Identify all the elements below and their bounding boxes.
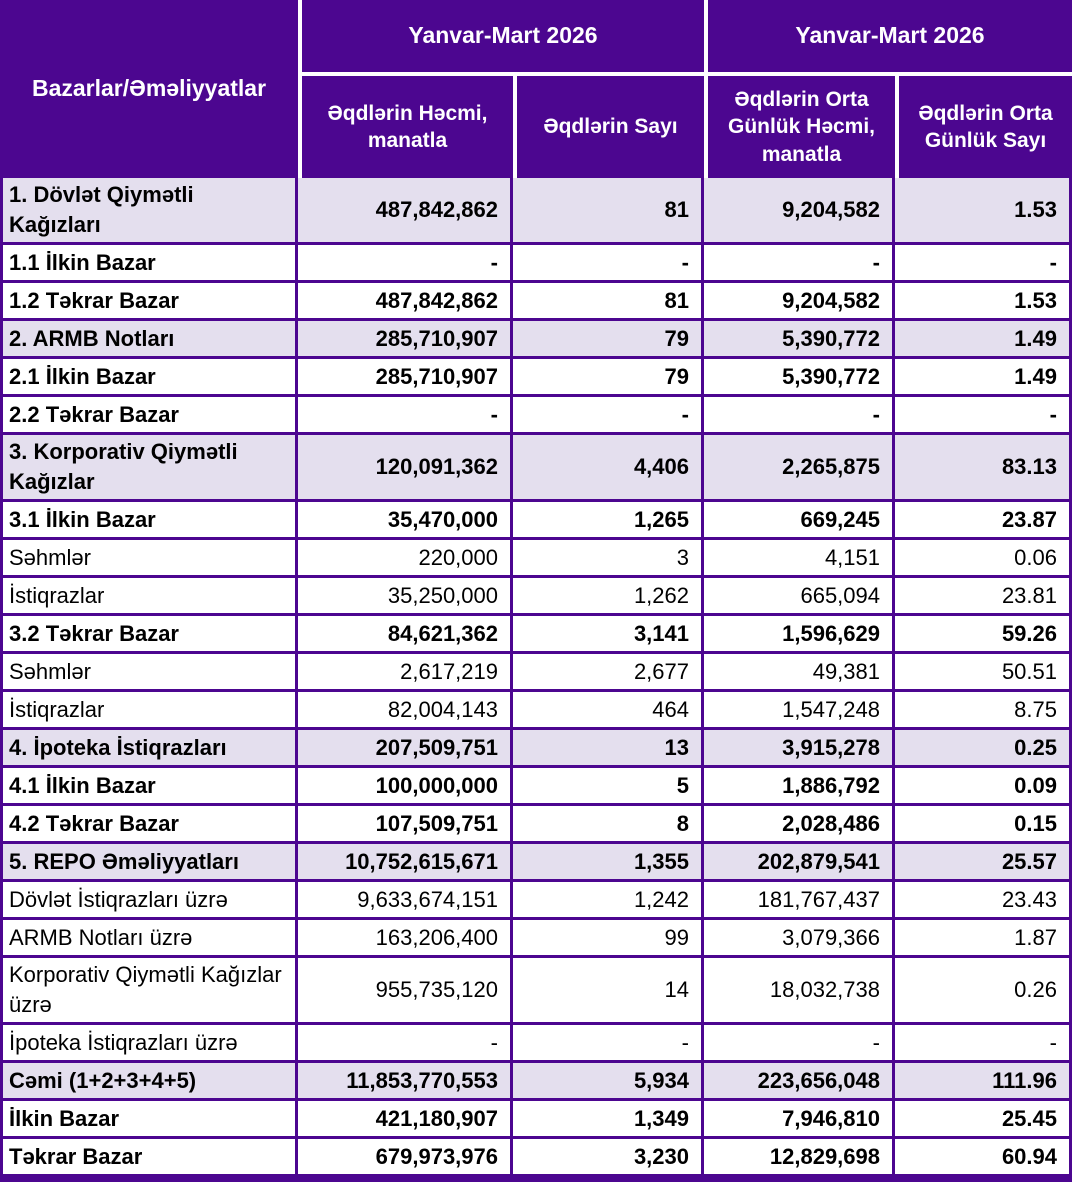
value-cell: - [298, 245, 513, 283]
value-cell: 25.57 [895, 844, 1072, 882]
column-header-avg-daily-volume: Əqdlərin Orta Günlük Həcmi, manatla [704, 72, 895, 178]
value-cell: 23.81 [895, 578, 1072, 616]
value-cell: 12,829,698 [704, 1139, 895, 1177]
column-header-volume: Əqdlərin Həcmi, manatla [298, 72, 513, 178]
value-cell: 487,842,862 [298, 178, 513, 245]
table-row [0, 435, 1072, 502]
value-cell: - [895, 397, 1072, 435]
row-label: 3.2 Təkrar Bazar [0, 616, 298, 654]
table-row [0, 178, 1072, 245]
table-row [0, 692, 1072, 730]
value-cell: 8 [513, 806, 704, 844]
value-cell: 35,470,000 [298, 502, 513, 540]
value-cell: 9,204,582 [704, 178, 895, 245]
value-cell: 79 [513, 359, 704, 397]
value-cell: 9,633,674,151 [298, 882, 513, 920]
row-label: 2. ARMB Notları [0, 321, 298, 359]
value-cell: 81 [513, 178, 704, 245]
value-cell: - [704, 245, 895, 283]
row-label: Korporativ Qiymətli Kağızlar üzrə [0, 958, 298, 1025]
table-row [0, 654, 1072, 692]
value-cell: 99 [513, 920, 704, 958]
value-cell: 0.09 [895, 768, 1072, 806]
value-cell: 3,079,366 [704, 920, 895, 958]
value-cell: 163,206,400 [298, 920, 513, 958]
value-cell: - [298, 1025, 513, 1063]
value-cell: 2,617,219 [298, 654, 513, 692]
value-cell: 18,032,738 [704, 958, 895, 1025]
value-cell: 3,915,278 [704, 730, 895, 768]
value-cell: 1,242 [513, 882, 704, 920]
value-cell: 3,141 [513, 616, 704, 654]
value-cell: 1,596,629 [704, 616, 895, 654]
value-cell: 11,853,770,553 [298, 1063, 513, 1101]
row-label: 3.1 İlkin Bazar [0, 502, 298, 540]
value-cell: 181,767,437 [704, 882, 895, 920]
table-row [0, 1101, 1072, 1139]
value-cell: 1,265 [513, 502, 704, 540]
value-cell: 2,028,486 [704, 806, 895, 844]
value-cell: 1.49 [895, 359, 1072, 397]
value-cell: 0.15 [895, 806, 1072, 844]
value-cell: 669,245 [704, 502, 895, 540]
value-cell: 23.87 [895, 502, 1072, 540]
value-cell: 955,735,120 [298, 958, 513, 1025]
value-cell: 82,004,143 [298, 692, 513, 730]
value-cell: 50.51 [895, 654, 1072, 692]
row-label: 1.1 İlkin Bazar [0, 245, 298, 283]
row-label: 3. Korporativ Qiymətli Kağızlar [0, 435, 298, 502]
value-cell: - [513, 245, 704, 283]
value-cell: 3 [513, 540, 704, 578]
value-cell: - [298, 397, 513, 435]
value-cell: 81 [513, 283, 704, 321]
value-cell: 3,230 [513, 1139, 704, 1177]
value-cell: - [704, 1025, 895, 1063]
value-cell: 1.49 [895, 321, 1072, 359]
value-cell: 25.45 [895, 1101, 1072, 1139]
table-row [0, 283, 1072, 321]
value-cell: 2,265,875 [704, 435, 895, 502]
table-row [0, 958, 1072, 1025]
value-cell: - [704, 397, 895, 435]
value-cell: 487,842,862 [298, 283, 513, 321]
value-cell: 1,547,248 [704, 692, 895, 730]
value-cell: - [895, 245, 1072, 283]
table-row [0, 1063, 1072, 1101]
column-group-header-1: Yanvar-Mart 2026 [298, 0, 704, 72]
value-cell: 421,180,907 [298, 1101, 513, 1139]
value-cell: 107,509,751 [298, 806, 513, 844]
value-cell: 13 [513, 730, 704, 768]
value-cell: 14 [513, 958, 704, 1025]
row-label: 5. REPO Əməliyyatları [0, 844, 298, 882]
column-header-count: Əqdlərin Sayı [513, 72, 704, 178]
value-cell: 1,355 [513, 844, 704, 882]
table-row [0, 502, 1072, 540]
table-body [0, 178, 1072, 1177]
row-label: Təkrar Bazar [0, 1139, 298, 1177]
value-cell: 223,656,048 [704, 1063, 895, 1101]
table-row [0, 359, 1072, 397]
value-cell: 0.06 [895, 540, 1072, 578]
value-cell: 9,204,582 [704, 283, 895, 321]
table-header [0, 0, 1072, 178]
value-cell: 79 [513, 321, 704, 359]
table-row [0, 920, 1072, 958]
value-cell: 285,710,907 [298, 321, 513, 359]
value-cell: 464 [513, 692, 704, 730]
table-row [0, 578, 1072, 616]
value-cell: 0.25 [895, 730, 1072, 768]
table-row [0, 768, 1072, 806]
value-cell: 5,390,772 [704, 321, 895, 359]
value-cell: 5 [513, 768, 704, 806]
value-cell: 4,406 [513, 435, 704, 502]
value-cell: 100,000,000 [298, 768, 513, 806]
value-cell: - [513, 397, 704, 435]
value-cell: 285,710,907 [298, 359, 513, 397]
column-group-header-2: Yanvar-Mart 2026 [704, 0, 1072, 72]
row-label: 1. Dövlət Qiymətli Kağızları [0, 178, 298, 245]
row-label: ARMB Notları üzrə [0, 920, 298, 958]
row-label: Cəmi (1+2+3+4+5) [0, 1063, 298, 1101]
value-cell: 35,250,000 [298, 578, 513, 616]
row-label: Səhmlər [0, 540, 298, 578]
row-label: İpoteka İstiqrazları üzrə [0, 1025, 298, 1063]
row-header-label: Bazarlar/Əməliyyatlar [31, 75, 267, 102]
table-row [0, 245, 1072, 283]
row-label: 2.2 Təkrar Bazar [0, 397, 298, 435]
value-cell: 5,390,772 [704, 359, 895, 397]
value-cell: 220,000 [298, 540, 513, 578]
row-label: 2.1 İlkin Bazar [0, 359, 298, 397]
table-row [0, 844, 1072, 882]
row-label: İstiqrazlar [0, 692, 298, 730]
value-cell: 120,091,362 [298, 435, 513, 502]
value-cell: 4,151 [704, 540, 895, 578]
value-cell: 111.96 [895, 1063, 1072, 1101]
value-cell: 1.53 [895, 178, 1072, 245]
table-row [0, 616, 1072, 654]
row-label: Səhmlər [0, 654, 298, 692]
value-cell: 59.26 [895, 616, 1072, 654]
value-cell: 5,934 [513, 1063, 704, 1101]
row-label: Dövlət İstiqrazları üzrə [0, 882, 298, 920]
value-cell: 83.13 [895, 435, 1072, 502]
table-row [0, 1139, 1072, 1177]
value-cell: 0.26 [895, 958, 1072, 1025]
table-row [0, 806, 1072, 844]
value-cell: 8.75 [895, 692, 1072, 730]
table-row [0, 321, 1072, 359]
value-cell: 679,973,976 [298, 1139, 513, 1177]
value-cell: 60.94 [895, 1139, 1072, 1177]
value-cell: 23.43 [895, 882, 1072, 920]
value-cell: - [895, 1025, 1072, 1063]
value-cell: 207,509,751 [298, 730, 513, 768]
column-header-avg-daily-count: Əqdlərin Orta Günlük Sayı [895, 72, 1072, 178]
row-label: 4. İpoteka İstiqrazları [0, 730, 298, 768]
table-row [0, 397, 1072, 435]
row-label: İlkin Bazar [0, 1101, 298, 1139]
table-row [0, 730, 1072, 768]
value-cell: 665,094 [704, 578, 895, 616]
row-label: 4.1 İlkin Bazar [0, 768, 298, 806]
value-cell: 1,262 [513, 578, 704, 616]
value-cell: 10,752,615,671 [298, 844, 513, 882]
value-cell: 1.87 [895, 920, 1072, 958]
value-cell: - [513, 1025, 704, 1063]
row-label: İstiqrazlar [0, 578, 298, 616]
row-label: 4.2 Təkrar Bazar [0, 806, 298, 844]
value-cell: 2,677 [513, 654, 704, 692]
table-row [0, 882, 1072, 920]
value-cell: 49,381 [704, 654, 895, 692]
value-cell: 1.53 [895, 283, 1072, 321]
row-label: 1.2 Təkrar Bazar [0, 283, 298, 321]
value-cell: 7,946,810 [704, 1101, 895, 1139]
table-row [0, 540, 1072, 578]
value-cell: 1,349 [513, 1101, 704, 1139]
value-cell: 1,886,792 [704, 768, 895, 806]
table-row [0, 1025, 1072, 1063]
value-cell: 84,621,362 [298, 616, 513, 654]
value-cell: 202,879,541 [704, 844, 895, 882]
